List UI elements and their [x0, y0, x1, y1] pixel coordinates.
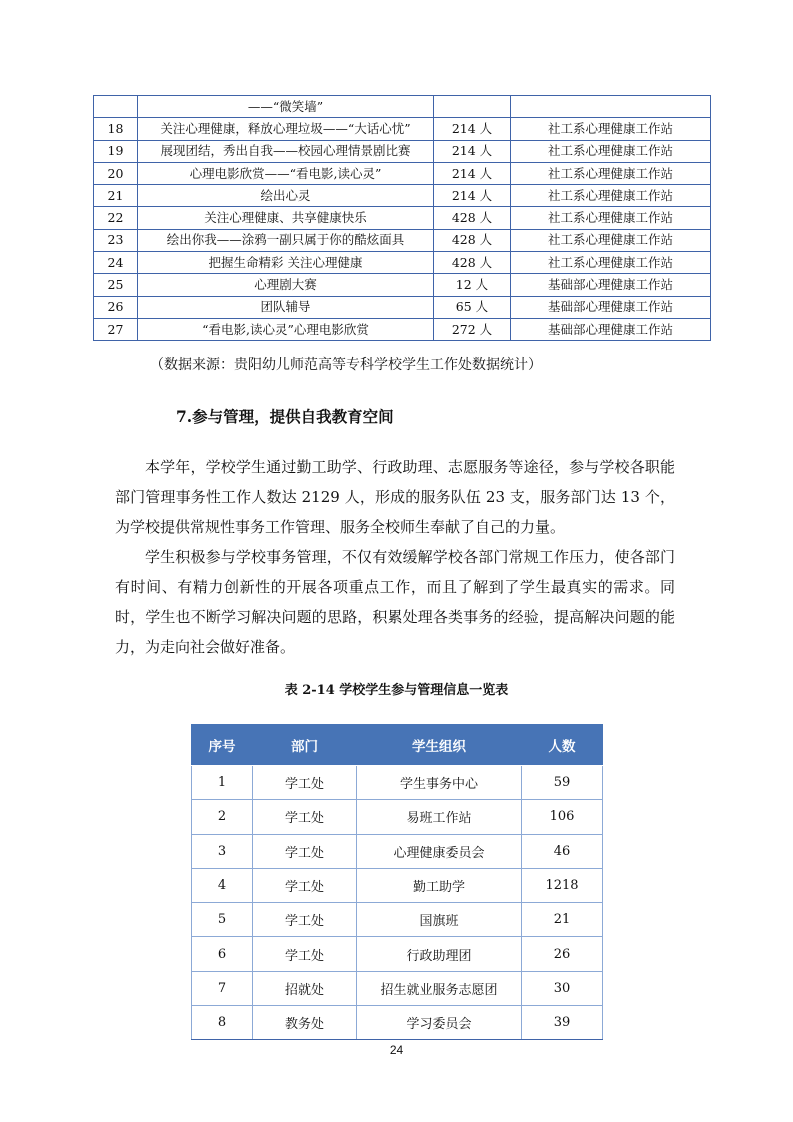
table-cell: 7: [192, 971, 253, 1005]
table-cell: 8: [192, 1006, 253, 1040]
table-row: [94, 207, 711, 229]
table-row: [192, 937, 603, 971]
table-cell: 心理剧大赛: [138, 274, 434, 296]
table-cell: [94, 96, 138, 118]
column-header-department: 部门: [253, 725, 357, 766]
table-cell: 展现团结，秀出自我——校园心理情景剧比赛: [138, 140, 434, 162]
table-cell: 3: [192, 834, 253, 868]
table-cell: 18: [94, 118, 138, 140]
table-cell: 学工处: [253, 937, 357, 971]
table-cell: 社工系心理健康工作站: [511, 207, 711, 229]
table-cell: 社工系心理健康工作站: [511, 252, 711, 274]
table-row: [192, 800, 603, 834]
column-header-count: 人数: [522, 725, 603, 766]
table-cell: 学工处: [253, 834, 357, 868]
table-cell: 428 人: [434, 207, 511, 229]
table-cell: 勤工助学: [357, 868, 522, 902]
management-table: [191, 724, 603, 1040]
table-cell: 心理电影欣赏——“看电影,读心灵”: [138, 162, 434, 184]
column-header-index: 序号: [192, 725, 253, 766]
table-cell: 6: [192, 937, 253, 971]
table-cell: “看电影,读心灵”心理电影欣赏: [138, 318, 434, 340]
table-header-row: [192, 725, 603, 766]
table-cell: 27: [94, 318, 138, 340]
table-cell: 国旗班: [357, 903, 522, 937]
table-cell: 绘出心灵: [138, 185, 434, 207]
table-cell: 学生事务中心: [357, 766, 522, 800]
paragraph: 学生积极参与学校事务管理，不仅有效缓解学校各部门常规工作压力，使各部门有时间、有精力创新性的开展各项重点工作，而且了解到了学生最真实的需求。同时，学生也不断学习解决问题的思路，积累处理各类事务的经验，提高解决问题的能力，为走向社会做好准备。: [115, 548, 675, 656]
table-row: [94, 318, 711, 340]
table-cell: 65 人: [434, 296, 511, 318]
table-cell: 社工系心理健康工作站: [511, 162, 711, 184]
table-cell: 59: [522, 766, 603, 800]
table-cell: 社工系心理健康工作站: [511, 185, 711, 207]
section-heading: 7.参与管理，提供自我教育空间: [176, 407, 394, 426]
table-cell: 基础部心理健康工作站: [511, 318, 711, 340]
table-cell: [434, 96, 511, 118]
table-caption: 表 2-14 学校学生参与管理信息一览表: [284, 683, 509, 698]
table-cell: 46: [522, 834, 603, 868]
table-cell: 把握生命精彩 关注心理健康: [138, 252, 434, 274]
table-cell: 30: [522, 971, 603, 1005]
table-cell: 绘出你我——涂鸦一副只属于你的酷炫面具: [138, 229, 434, 251]
table-cell: ——“微笑墙”: [138, 96, 434, 118]
table-row: [94, 296, 711, 318]
table-cell: 教务处: [253, 1006, 357, 1040]
table-cell: 4: [192, 868, 253, 902]
table-cell: 26: [94, 296, 138, 318]
table-cell: 1: [192, 766, 253, 800]
table-cell: 1218: [522, 868, 603, 902]
table-row: [192, 1006, 603, 1040]
table-cell: 关注心理健康、共享健康快乐: [138, 207, 434, 229]
table-cell: 26: [522, 937, 603, 971]
table-cell: 214 人: [434, 185, 511, 207]
table-cell: 学工处: [253, 868, 357, 902]
table-cell: 21: [522, 903, 603, 937]
table-cell: 21: [94, 185, 138, 207]
table-cell: 5: [192, 903, 253, 937]
table-cell: 基础部心理健康工作站: [511, 296, 711, 318]
table-cell: 2: [192, 800, 253, 834]
table-cell: 106: [522, 800, 603, 834]
table-cell: 基础部心理健康工作站: [511, 274, 711, 296]
table-cell: 214 人: [434, 118, 511, 140]
table-cell: 24: [94, 252, 138, 274]
table-cell: 社工系心理健康工作站: [511, 140, 711, 162]
table-cell: 12 人: [434, 274, 511, 296]
table-row: [94, 274, 711, 296]
table-cell: 团队辅导: [138, 296, 434, 318]
table-cell: 19: [94, 140, 138, 162]
column-header-organization: 学生组织: [357, 725, 522, 766]
table-cell: 心理健康委员会: [357, 834, 522, 868]
table-cell: 学工处: [253, 800, 357, 834]
table-row: [192, 971, 603, 1005]
table-cell: 招生就业服务志愿团: [357, 971, 522, 1005]
paragraph: 本学年，学校学生通过勤工助学、行政助理、志愿服务等途径，参与学校各职能部门管理事务性工作人数达 2129 人，形成的服务队伍 23 支，服务部门达 13 个，为学校提供常规性事务工作管理、服务全校师生奉献了自己的力量。: [115, 458, 675, 536]
table-row: [192, 868, 603, 902]
table-cell: 20: [94, 162, 138, 184]
table-cell: 428 人: [434, 252, 511, 274]
table-cell: 214 人: [434, 162, 511, 184]
table-row: [192, 903, 603, 937]
table-row: [94, 229, 711, 251]
table-cell: 学习委员会: [357, 1006, 522, 1040]
table-cell: 学工处: [253, 766, 357, 800]
table-cell: 214 人: [434, 140, 511, 162]
table-cell: [511, 96, 711, 118]
table-cell: 招就处: [253, 971, 357, 1005]
table-cell: 学工处: [253, 903, 357, 937]
table-cell: 易班工作站: [357, 800, 522, 834]
table-row: [94, 140, 711, 162]
table-cell: 39: [522, 1006, 603, 1040]
table-row: [192, 834, 603, 868]
table-row: [94, 162, 711, 184]
table-cell: 社工系心理健康工作站: [511, 118, 711, 140]
table-row: [94, 96, 711, 118]
table-cell: 25: [94, 274, 138, 296]
table-cell: 22: [94, 207, 138, 229]
data-source-note: （数据来源：贵阳幼儿师范高等专科学校学生工作处数据统计）: [150, 357, 542, 373]
table-cell: 272 人: [434, 318, 511, 340]
table-cell: 428 人: [434, 229, 511, 251]
table-cell: 社工系心理健康工作站: [511, 229, 711, 251]
table-row: [94, 118, 711, 140]
table-row: [192, 766, 603, 800]
table-cell: 行政助理团: [357, 937, 522, 971]
table-row: [94, 185, 711, 207]
table-cell: 23: [94, 229, 138, 251]
table-row: [94, 252, 711, 274]
page-number: 24: [389, 1043, 404, 1057]
activities-table: [93, 95, 711, 341]
table-cell: 关注心理健康，释放心理垃圾——“大话心忧”: [138, 118, 434, 140]
